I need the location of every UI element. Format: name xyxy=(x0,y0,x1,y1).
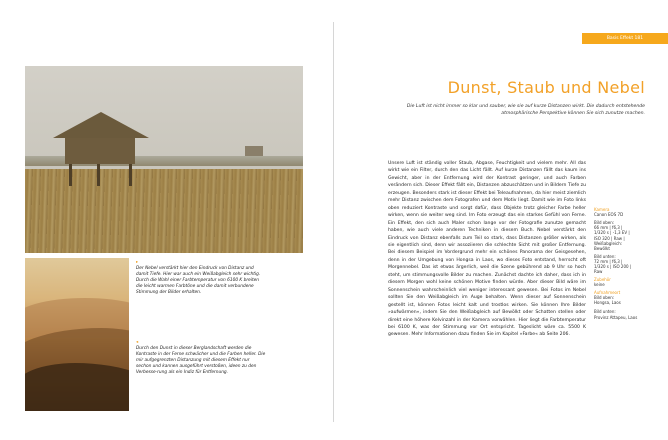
lead-paragraph: Die Luft ist nicht immer so klar und sauber, wie sie auf kurze Distanzen wirkt. Die dadurch entstehende atmosphärische Perspektive können Sie sich zunutze machen. xyxy=(406,104,645,116)
sidebar-line: 72 mm | f6,3 | xyxy=(594,258,623,264)
body-text: Unsere Luft ist ständig voller Staub, Abgase, Feuchtigkeit und vielem mehr. All das wirkt wie ein Filter, durch den das Licht fällt. Auf kurze Distanzen fällt das kaum ins Gewicht, aber in der Entfernung wird der Kontrast geringer, und auch Farben verändern sich. Dieser Effekt fällt ein, Distanzen abzuschätzen und in Bildern Tiefe zu erzeugen. Besonders stark ist dieser Effekt bei Teleaufnahmen, da hier meist ziemlich mehr Distanz zwischen dem Fotografen und dem Motiv liegt. Damit wie im Foto links oben reduziert Kontraste und sorgt dafür, dass Objekte trotz gleicher Farbe heller wirken, wenn sie weiter weg sind. Im Foto erzeugt das ein starkes Gefühl von Ferne. Ein Effekt, den sich auch Maler schon lange vor der Fotografie zunutze gemacht haben, wie auch viele anderen Techniken in diesem Buch. Nebel verstärkt den Eindruck von Distanz ebenfalls zum Teil so stark, dass Distanzen größer wirken, als sie eigentlich sind, denn wir assoziieren die schlechte Sicht mit großer Entfernung. Bei diesem Beispiel im Vordergrund mehr ein schönes Panorama der Geisgesehen, denn in der Umgebung von Hongsa in Laos, wo dieses Foto entstand, herrscht oft Morgennebel. Das ist etwas ärgerlich, weil die Szene gebührend ab 9 Uhr so hoch steht, um stimmungsvolle Bilder zu machen. Zunächst dachte ich daher, dass ich in diesem Morgen wohl keine schönen Motive finden würde. Aber dieser Bild wäre im Sonnenschein wahrscheinlich viel weniger interessant gewesen. Bei Fotos im Nebel sollten Sie den Weißabgleich im Auge behalten. Wenn dieser auf Sonnenschein gestellt ist, können Fotos leicht kalt und trostlos wirken. Sie können Ihre Bilder »aufwärmen«, indem Sie den Weißabgleich auf Bewölkt oder Schatten stellen oder direkt eine höhere Kelvinzahl in der Kamera vorwählen. Hier liegt die Farbtemperatur bei 6100 K, was der Stimmung vor Ort entspricht. Tageslicht wäre ca. 5500 K gewesen. Mehr Informationen dazu finden Sie im Kapitel »Farbe« ab Seite 206. xyxy=(388,161,586,338)
sidebar-line: ISO 320 | Raw | xyxy=(594,235,625,241)
caption-text: Durch den Dunst in dieser Berglandschaft werden die Kontraste in der Ferne schwächer und die Farben heller. Die mir aufgegrenzten Distanzung mit diesem Effekt nur sechon und kannen ausgeführt verstoßen, ideen zu den Verbesse-rung als ein Indiz für Entfernung. xyxy=(136,346,266,375)
sidebar-group-bottom-photo xyxy=(594,254,654,275)
sidebar-line: Hongsa, Laos xyxy=(594,300,621,306)
hut-leg xyxy=(69,164,72,186)
hut-roof xyxy=(53,112,149,138)
page-title: Dunst, Staub und Nebel xyxy=(447,78,645,97)
sidebar-group-location xyxy=(594,290,654,320)
sidebar-label: Zubehör xyxy=(594,276,611,282)
photo-hazy-mountains xyxy=(25,258,129,411)
sidebar-line: 1/320 s | -1,3 EV | xyxy=(594,230,630,236)
mountain-ridge xyxy=(25,363,129,411)
sidebar-line: 66 mm | f6,3 | xyxy=(594,225,623,231)
sidebar-line: Canon EOS 7D xyxy=(594,212,624,218)
sidebar-line: Provinz Attapeu, Laos xyxy=(594,314,638,320)
caption-marker-icon: ◂ xyxy=(136,340,139,345)
sidebar-line: Bild unten: xyxy=(594,253,616,259)
caption-bottom-photo xyxy=(136,340,266,376)
caption-marker-icon: ▸ xyxy=(136,260,139,265)
sidebar-line: keine xyxy=(594,282,605,288)
sidebar-group-accessories xyxy=(594,277,654,287)
sidebar-group-camera xyxy=(594,207,654,217)
hut-body xyxy=(65,138,135,164)
sidebar-line: Bild unten: xyxy=(594,309,616,315)
sidebar-label: Kamera xyxy=(594,207,610,212)
sidebar-line: Bewölkt xyxy=(594,245,610,251)
hut-leg xyxy=(129,164,132,186)
page-gutter xyxy=(333,22,334,422)
caption-text: Der Nebel verstärkt hier den Eindruck von Distanz und damit Tiefe. Hier war auch ein Weißabgleich sehr wichtig. Durch die Wahl einer Farbtemperatur von 6100 K breiten die leicht warmen Farbtöne und die damit verbundene Stimmung der Bilder erhalten. xyxy=(136,266,261,295)
sidebar-line: Bild oben: xyxy=(594,295,615,301)
caption-top-photo xyxy=(136,260,266,296)
distant-hut xyxy=(245,146,263,156)
rice-field xyxy=(25,169,303,253)
sidebar-line: 1/320 s | ISO 200 | xyxy=(594,264,632,270)
hut-leg xyxy=(97,164,100,186)
exif-sidebar xyxy=(594,207,654,322)
sidebar-line: Weißabgleich: xyxy=(594,240,623,246)
sidebar-line: Raw xyxy=(594,269,603,275)
sidebar-group-top-photo xyxy=(594,220,654,251)
sidebar-line: Bild oben: xyxy=(594,219,615,225)
sidebar-label: Aufnahmeort xyxy=(594,289,621,295)
running-header-tab: Basis Effekt 181 xyxy=(582,33,668,44)
photo-stilt-hut-in-fog xyxy=(25,66,303,253)
